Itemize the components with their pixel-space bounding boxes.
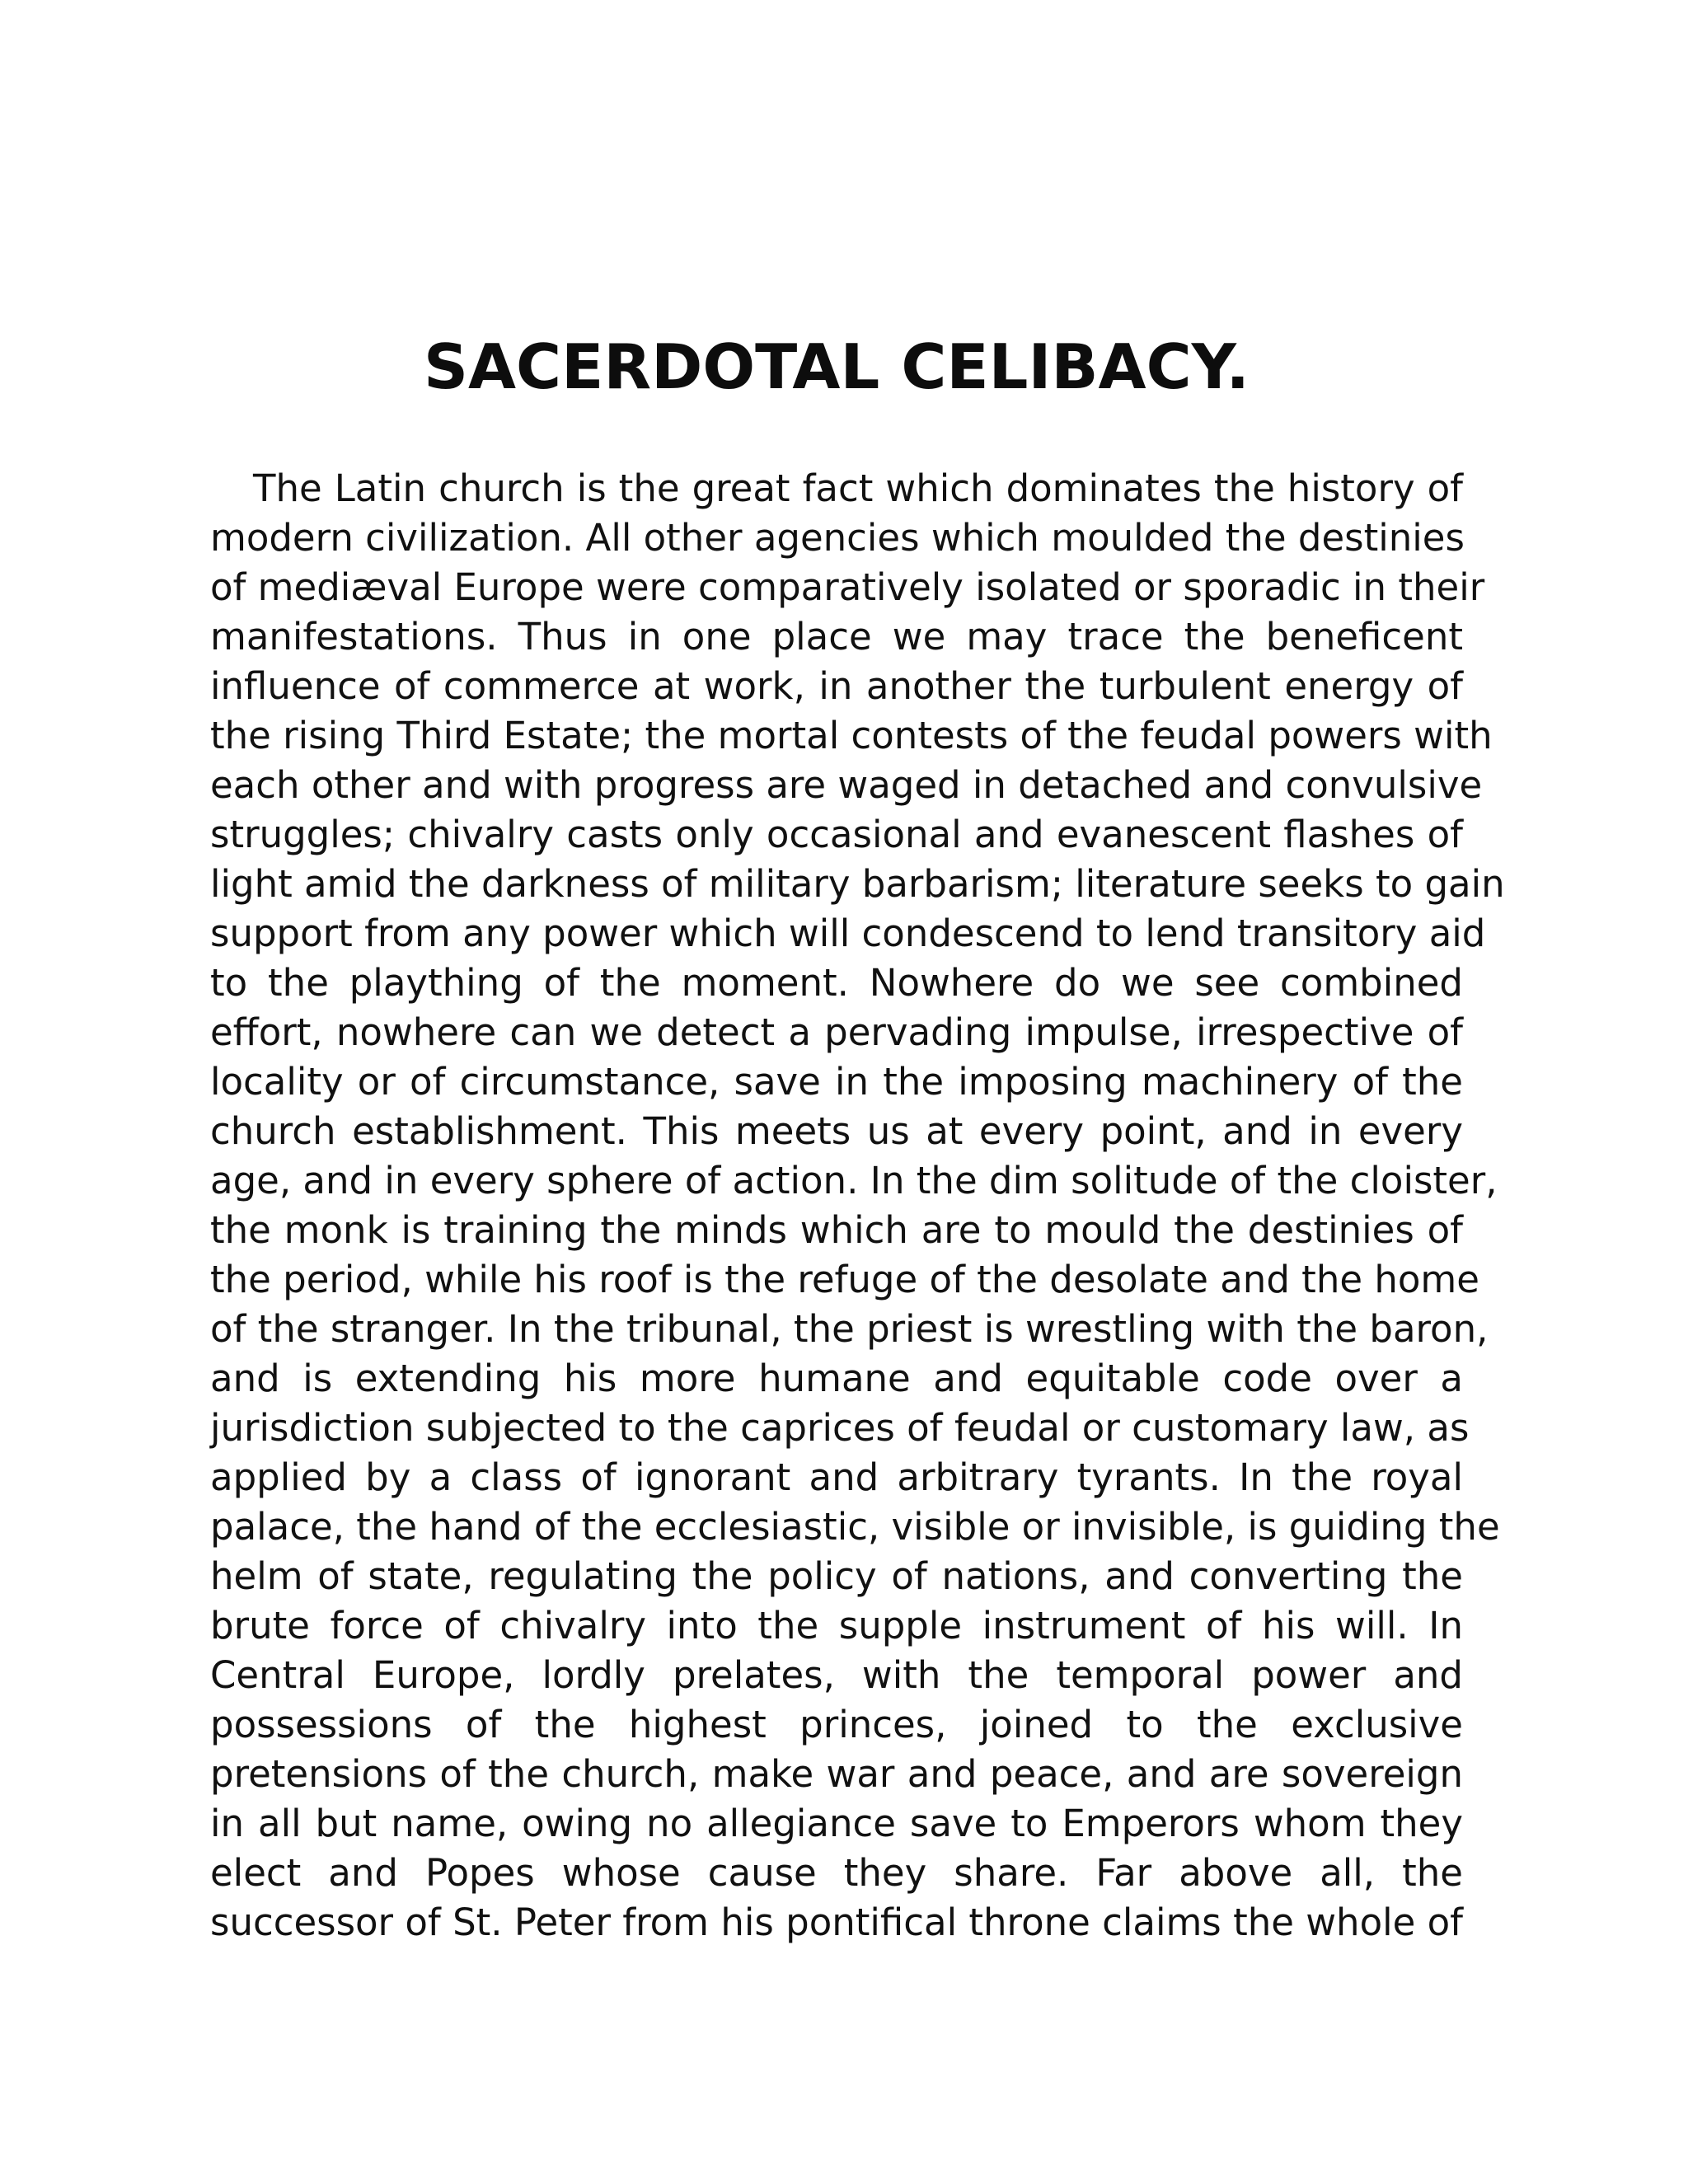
paragraph-line: pretensions of the church, make war and peace, and are sovereign <box>210 1752 1463 1796</box>
paragraph-line: the period, while his roof is the refuge of the desolate and the home <box>210 1258 1479 1301</box>
paragraph-line: influence of commerce at work, in another the turbulent energy of <box>210 664 1463 708</box>
paragraph-line: support from any power which will condescend to lend transitory aid <box>210 912 1486 955</box>
paragraph-line: of the stranger. In the tribunal, the priest is wrestling with the baron, <box>210 1307 1489 1351</box>
paragraph-line: elect and Popes whose cause they share. Far above all, the <box>210 1851 1463 1895</box>
paragraph-line: age, and in every sphere of action. In the dim solitude of the cloister, <box>210 1159 1498 1202</box>
paragraph-line: locality or of circumstance, save in the imposing machinery of the <box>210 1060 1463 1104</box>
paragraph-line: the rising Third Estate; the mortal contests of the feudal powers with <box>210 714 1493 757</box>
paragraph-line: jurisdiction subjected to the caprices of feudal or customary law, as <box>210 1406 1470 1450</box>
paragraph-line: and is extending his more humane and equitable code over a <box>210 1357 1463 1400</box>
paragraph-line: to the plaything of the moment. Nowhere do we see combined <box>210 961 1463 1005</box>
paragraph-line: light amid the darkness of military barbarism; literature seeks to gain <box>210 862 1505 906</box>
paragraph-line: successor of St. Peter from his pontifical throne claims the whole of <box>210 1900 1463 1944</box>
paragraph-line: effort, nowhere can we detect a pervading impulse, irrespective of <box>210 1010 1463 1054</box>
paragraph-line: of mediæval Europe were comparatively isolated or sporadic in their <box>210 565 1485 609</box>
paragraph-line: possessions of the highest princes, joined to the exclusive <box>210 1703 1463 1746</box>
paragraph-line: the monk is training the minds which are to mould the destinies of <box>210 1208 1463 1252</box>
paragraph-line: brute force of chivalry into the supple instrument of his will. In <box>210 1604 1463 1647</box>
paragraph-line: applied by a class of ignorant and arbitrary tyrants. In the royal <box>210 1455 1463 1499</box>
paragraph-line: manifestations. Thus in one place we may trace the beneficent <box>210 615 1463 658</box>
paragraph-line: church establishment. This meets us at every point, and in every <box>210 1109 1463 1153</box>
paragraph-line: each other and with progress are waged in detached and convulsive <box>210 763 1483 807</box>
body-paragraph <box>210 464 1505 1947</box>
paragraph-line: modern civilization. All other agencies which moulded the destinies <box>210 516 1465 560</box>
paragraph-line: helm of state, regulating the policy of nations, and converting the <box>210 1554 1463 1598</box>
paragraph-line: Central Europe, lordly prelates, with the temporal power and <box>210 1653 1463 1697</box>
chapter-title: SACERDOTAL CELIBACY. <box>424 330 1250 403</box>
paragraph-line: in all but name, owing no allegiance save to Emperors whom they <box>210 1802 1463 1845</box>
paragraph-line: struggles; chivalry casts only occasional and evanescent flashes of <box>210 813 1463 856</box>
paragraph-line: palace, the hand of the ecclesiastic, visible or invisible, is guiding the <box>210 1505 1500 1549</box>
paragraph-line: The Latin church is the great fact which dominates the history of <box>253 466 1463 510</box>
